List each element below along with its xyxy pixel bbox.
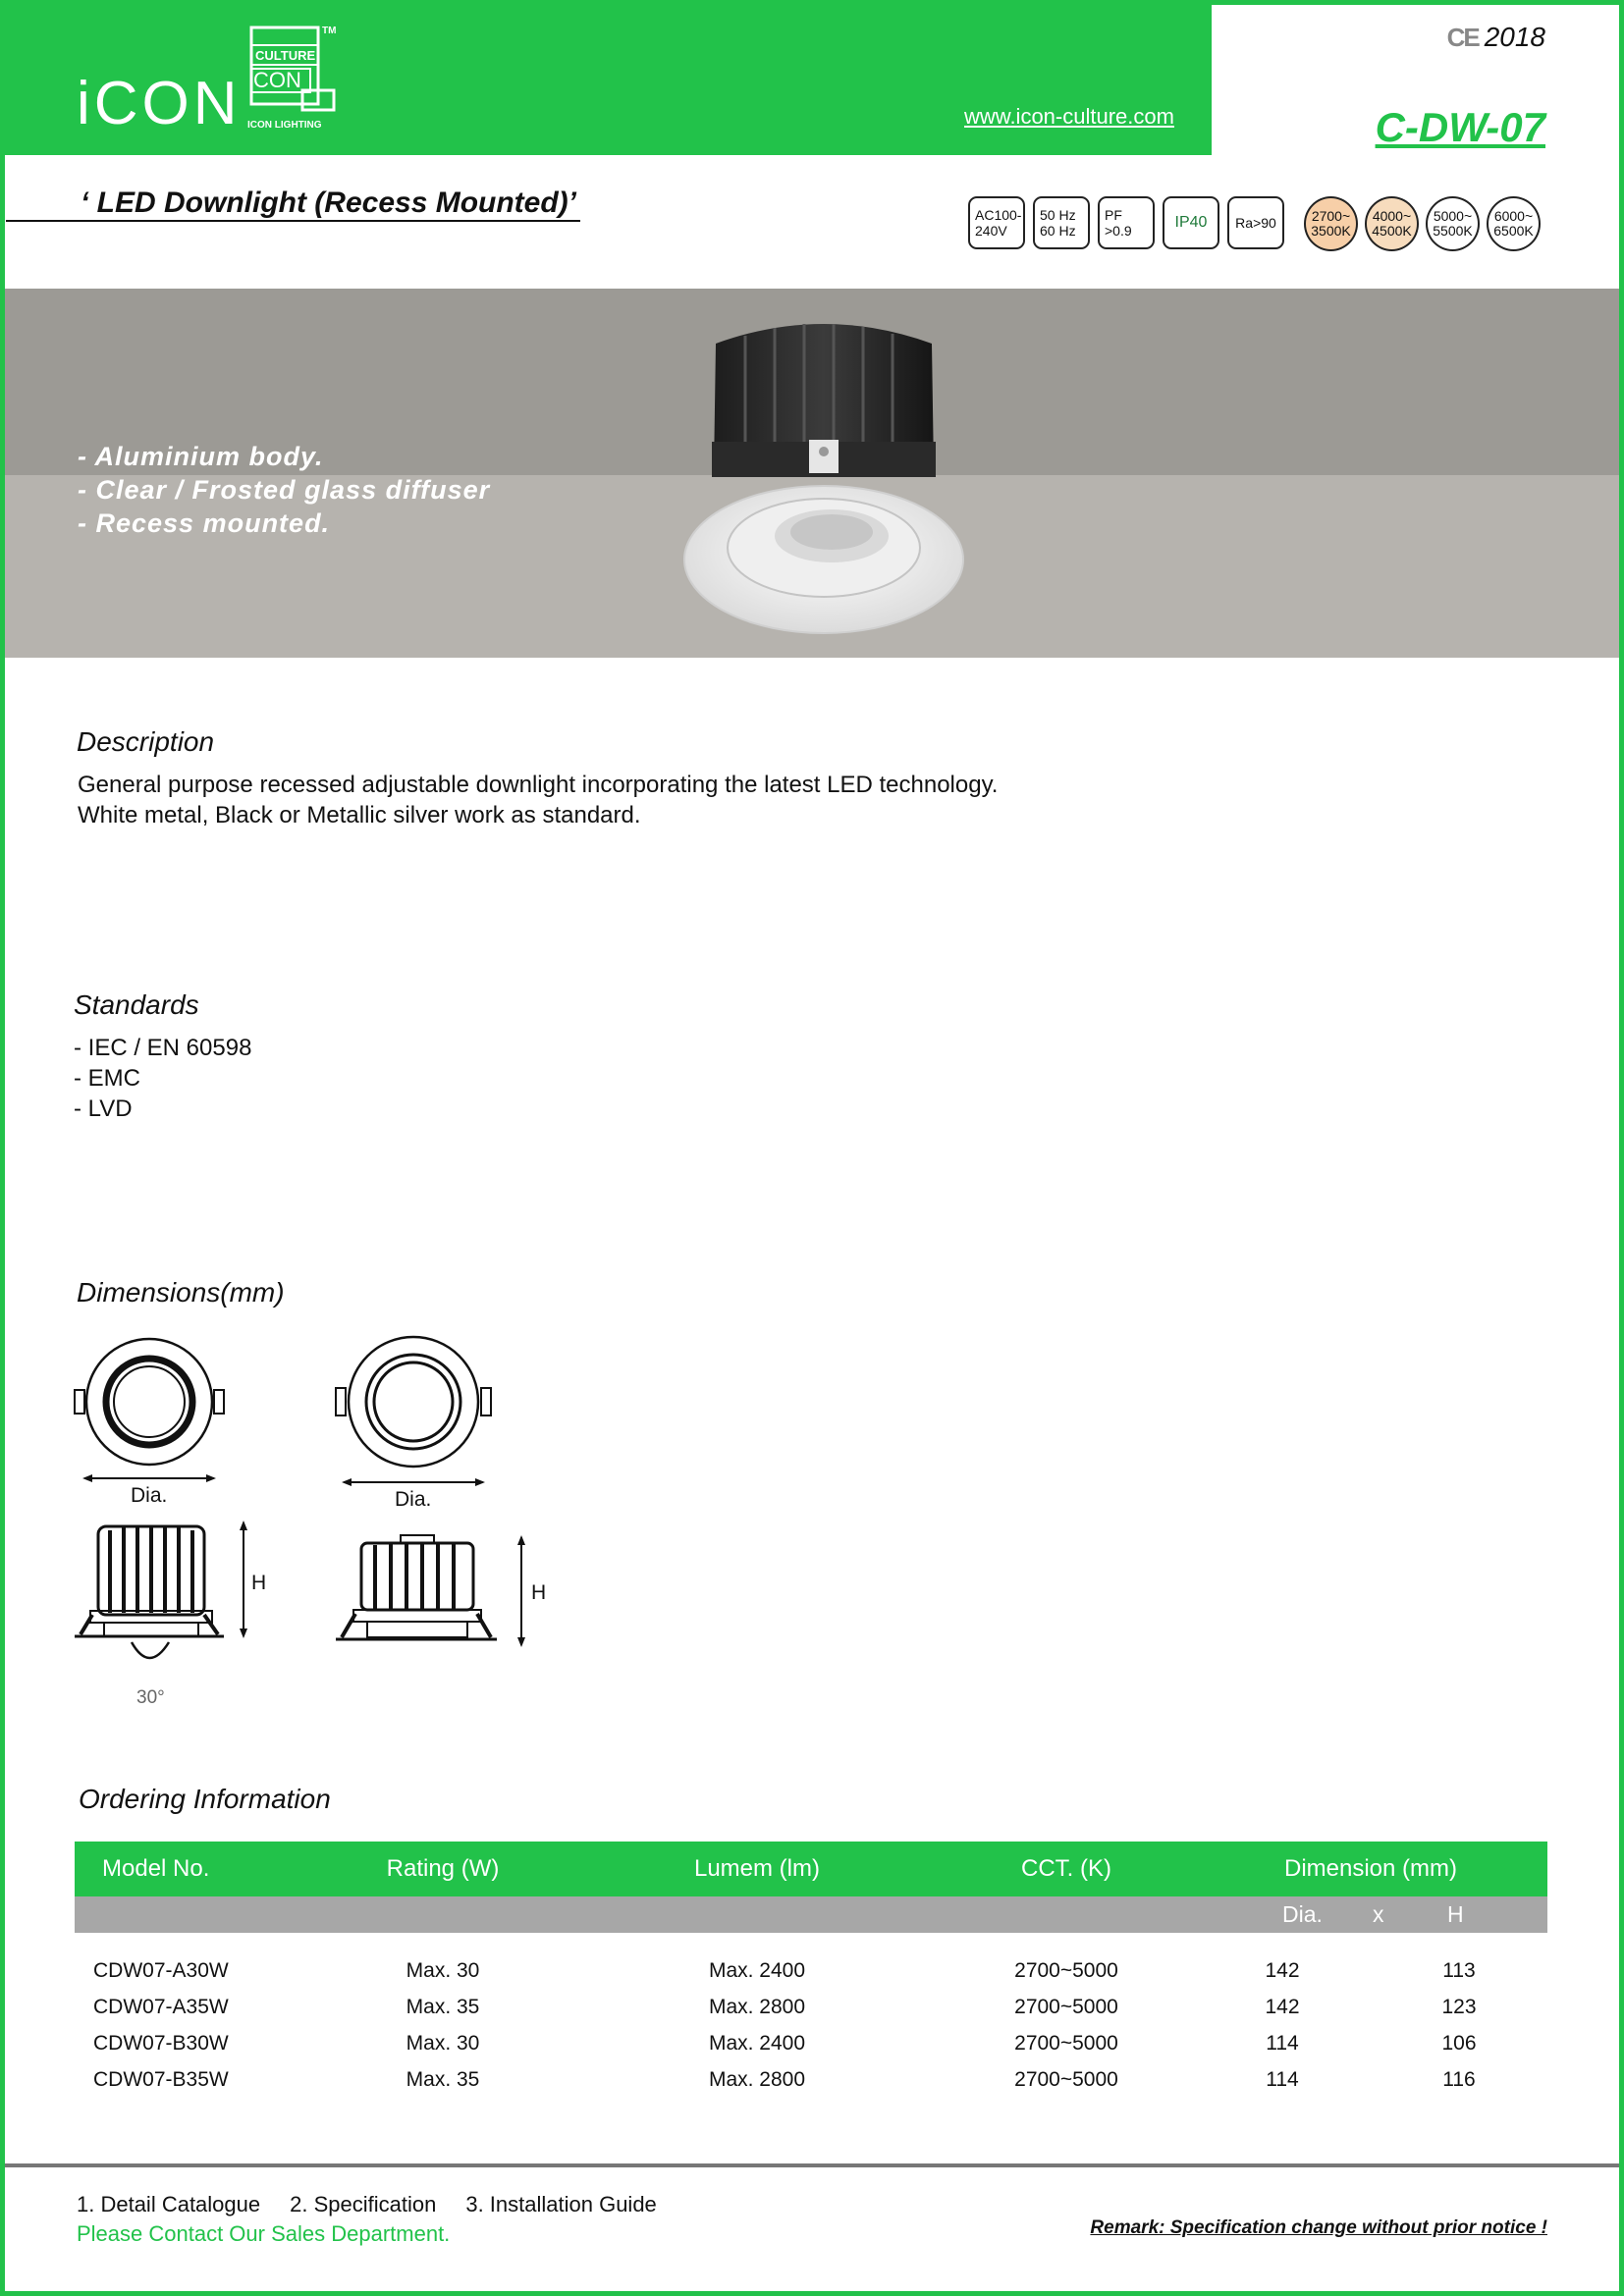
footer-divider [5, 2163, 1619, 2167]
ordering-table [75, 1842, 1547, 2098]
badge-line: PF [1105, 207, 1122, 223]
ce-mark-icon: CE [1446, 22, 1479, 52]
height-label: H [251, 1572, 267, 1594]
logo-mark-con: CON [253, 68, 301, 92]
standards-heading: Standards [74, 989, 199, 1020]
column-header-rating: Rating (W) [386, 1855, 500, 1882]
column-header-cct: CCT. (K) [1021, 1855, 1111, 1882]
column-header-lumen: Lumem (lm) [693, 1855, 820, 1882]
cct-badge-cool [1426, 196, 1480, 251]
brand-logo-mark-icon [245, 22, 353, 134]
footer-links [77, 2192, 657, 2217]
cell-cct: 2700~5000 [1014, 1958, 1118, 1982]
cell-model: CDW07-B35W [93, 2067, 229, 2091]
standard-item: - LVD [74, 1095, 133, 1122]
cell-dia: 114 [1266, 2031, 1299, 2055]
height-label: H [531, 1581, 547, 1604]
link-detail-catalogue[interactable]: 1. Detail Catalogue [77, 2192, 261, 2216]
cell-cct: 2700~5000 [1014, 2031, 1118, 2055]
ordering-heading: Ordering Information [79, 1784, 331, 1814]
cct-badge-daylight [1487, 196, 1541, 251]
model-code: C-DW-07 [1375, 104, 1545, 150]
subheader-x: x [1373, 1901, 1384, 1927]
link-installation-guide[interactable]: 3. Installation Guide [465, 2192, 657, 2216]
cct-badge-warm [1304, 196, 1358, 251]
cell-cct: 2700~5000 [1014, 2067, 1118, 2091]
contact-note: Please Contact Our Sales Department. [77, 2221, 451, 2246]
logo-mark-culture: CULTURE [255, 48, 316, 63]
table-header [75, 1842, 1547, 1896]
badge-line: 2700~ [1311, 208, 1351, 224]
cct-badges [1304, 196, 1541, 251]
downlight-photo-icon [677, 314, 971, 648]
frequency-badge [1033, 196, 1090, 249]
cell-dia: 142 [1265, 1958, 1300, 1982]
cell-rating: Max. 30 [406, 1958, 480, 1982]
subheader-dia: Dia. [1282, 1901, 1323, 1927]
dia-label: Dia. [395, 1488, 432, 1511]
cell-rating: Max. 35 [406, 1995, 480, 2018]
dia-label: Dia. [131, 1484, 168, 1507]
badge-line: 240V [975, 223, 1007, 239]
feature-item: - Clear / Frosted glass diffuser [78, 475, 491, 505]
cell-dia: 142 [1265, 1995, 1300, 2018]
description-line: White metal, Black or Metallic silver work as standard. [78, 802, 641, 828]
catalogue-year: 2018 [1484, 22, 1545, 52]
logo-mark-tm: TM [322, 26, 337, 36]
link-specification[interactable]: 2. Specification [290, 2192, 437, 2216]
cell-h: 116 [1442, 2067, 1476, 2091]
cell-dia: 114 [1266, 2067, 1299, 2091]
cell-h: 113 [1442, 1958, 1476, 1982]
column-header-dimension: Dimension (mm) [1283, 1855, 1457, 1882]
badge-line: IP40 [1174, 214, 1208, 231]
badge-line: Ra>90 [1235, 215, 1276, 231]
badge-line: 4000~ [1372, 208, 1412, 224]
badge-line: 6500K [1493, 223, 1534, 239]
standards-list [74, 1033, 251, 1124]
badge-line: 6000~ [1493, 208, 1534, 224]
feature-item: - Recess mounted. [78, 508, 331, 538]
cell-model: CDW07-A35W [93, 1995, 229, 2018]
product-title: ‘ LED Downlight (Recess Mounted)’ [6, 187, 580, 222]
brand-logo-text: iCON [77, 70, 242, 137]
badge-line: 5500K [1433, 223, 1473, 239]
table-row [75, 2061, 1547, 2098]
badge-line: >0.9 [1105, 223, 1132, 239]
cell-h: 123 [1441, 1995, 1477, 2018]
header-band [0, 0, 1212, 155]
year-line [1447, 22, 1545, 53]
cell-rating: Max. 35 [406, 2067, 480, 2091]
side-view-drawing-a-icon [71, 1517, 267, 1688]
standard-item: - EMC [74, 1065, 140, 1092]
description-line: General purpose recessed adjustable downlight incorporating the latest LED technology. [78, 772, 999, 798]
side-view-drawing-b-icon [332, 1531, 538, 1654]
table-row [75, 1989, 1547, 2025]
logo-mark-subtitle: ICON LIGHTING [247, 120, 322, 131]
remark-note: Remark: Specification change without prior notice ! [1090, 2217, 1547, 2238]
ip-rating-badge [1163, 196, 1219, 249]
cell-cct: 2700~5000 [1014, 1995, 1118, 2018]
cell-model: CDW07-B30W [93, 2031, 229, 2055]
badge-line: 3500K [1311, 223, 1351, 239]
power-factor-badge [1098, 196, 1155, 249]
table-row [75, 1952, 1547, 1989]
feature-item: - Aluminium body. [78, 442, 324, 471]
feature-list [78, 440, 490, 540]
badge-line: 50 Hz [1040, 207, 1076, 223]
cell-h: 106 [1441, 2031, 1477, 2055]
cct-badge-neutral [1365, 196, 1419, 251]
column-header-model: Model No. [102, 1855, 210, 1882]
table-subheader [75, 1896, 1547, 1933]
voltage-badge [968, 196, 1025, 249]
top-view-drawing-a-icon [71, 1335, 228, 1492]
standard-item: - IEC / EN 60598 [74, 1035, 252, 1061]
website-link[interactable]: www.icon-culture.com [964, 104, 1174, 129]
subheader-h: H [1447, 1901, 1464, 1927]
badge-line: 5000~ [1433, 208, 1473, 224]
spec-badges [968, 196, 1284, 249]
cell-lumen: Max. 2400 [708, 2031, 806, 2055]
beam-angle-label: 30° [136, 1687, 165, 1708]
cell-lumen: Max. 2800 [708, 1995, 806, 2018]
cell-rating: Max. 30 [406, 2031, 480, 2055]
top-view-drawing-b-icon [330, 1335, 497, 1492]
hero-banner [5, 289, 1619, 658]
badge-line: 60 Hz [1040, 223, 1076, 239]
dimensions-heading: Dimensions(mm) [77, 1277, 285, 1308]
cell-lumen: Max. 2400 [708, 1958, 806, 1982]
table-body [75, 1933, 1547, 2098]
description-heading: Description [77, 726, 215, 757]
badge-line: 4500K [1372, 223, 1412, 239]
cell-lumen: Max. 2800 [708, 2067, 806, 2091]
cri-badge [1227, 196, 1284, 249]
cell-model: CDW07-A30W [93, 1958, 229, 1982]
table-row [75, 2025, 1547, 2061]
badge-line: AC100- [975, 207, 1022, 223]
